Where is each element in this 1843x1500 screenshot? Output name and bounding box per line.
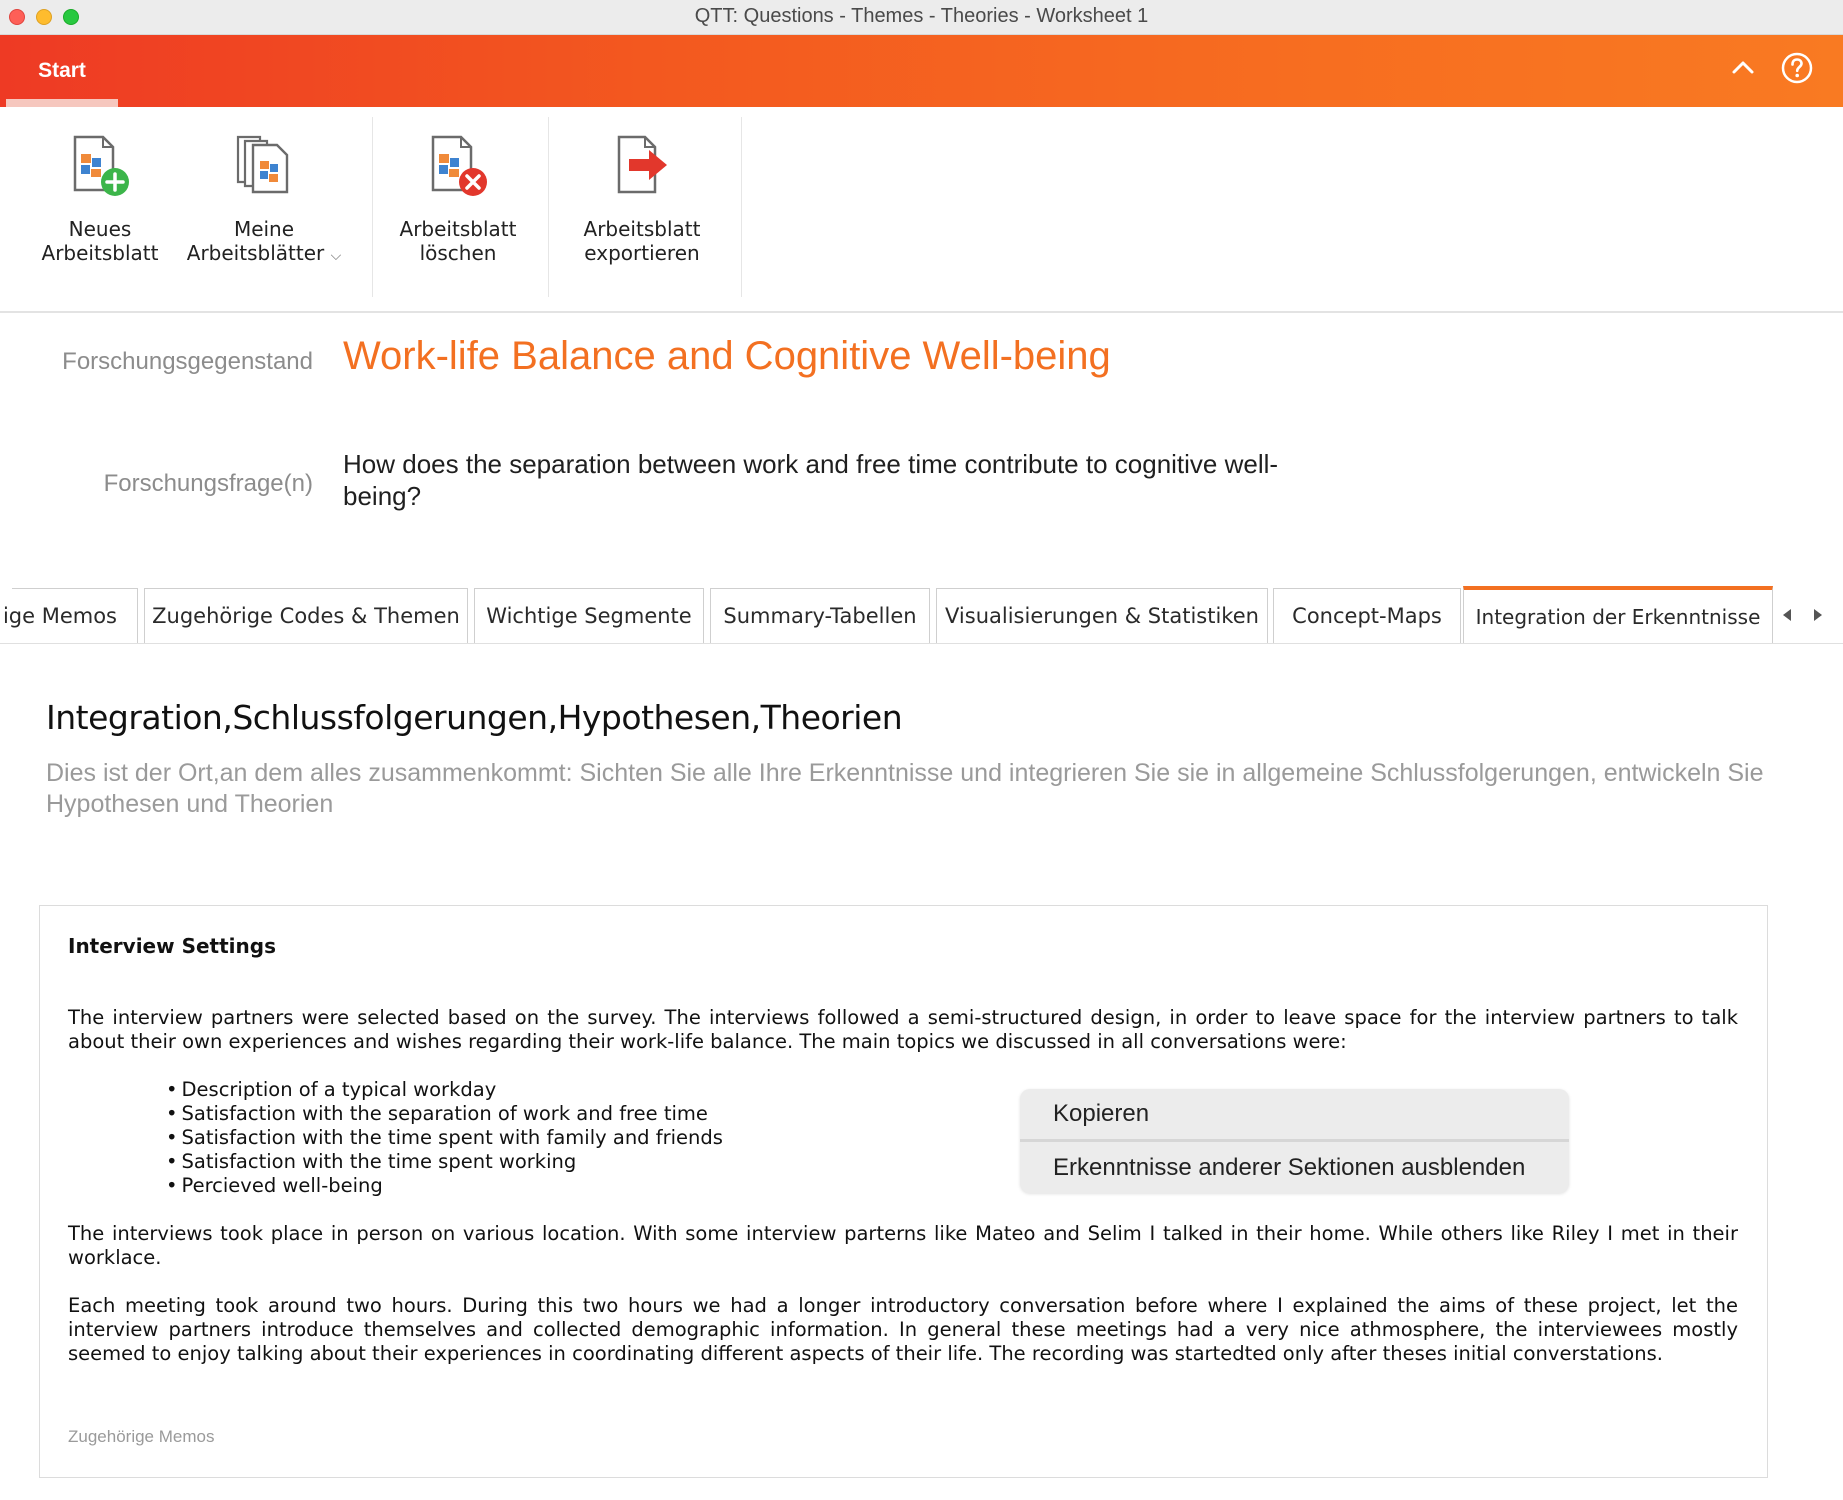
export-worksheet-label [566, 217, 718, 265]
delete-worksheet-label-line1: Arbeitsblatt [399, 217, 517, 241]
tab-important-segments[interactable] [474, 588, 704, 643]
tab-related-codes-themes[interactable] [144, 588, 468, 643]
tab-visualizations-statistics-label: Visualisierungen & Statistiken [945, 604, 1259, 628]
tab-related-memos-label: ige Memos [2, 604, 117, 628]
research-topic-label: Forschungsgegenstand [62, 348, 313, 375]
context-menu-separator [1020, 1139, 1569, 1142]
tab-scroll-right-icon[interactable] [1814, 609, 1822, 621]
ribbon-separator [741, 117, 742, 297]
research-question[interactable]: How does the separation between work and free time contribute to cognitive well-being? [343, 449, 1279, 511]
tab-scroll-arrows [1773, 600, 1833, 630]
section-tabstrip [0, 586, 1843, 644]
new-worksheet-button[interactable] [30, 107, 170, 303]
window-title: QTT: Questions - Themes - Theories - Worksheet 1 [694, 5, 1149, 27]
ribbon-header [0, 35, 1843, 107]
my-worksheets-label [184, 217, 344, 268]
window-titlebar [0, 0, 1843, 35]
delete-worksheet-button[interactable] [388, 107, 528, 303]
tab-concept-maps-label: Concept-Maps [1292, 604, 1442, 628]
new-worksheet-label-line1: Neues [68, 217, 132, 241]
tab-integration-findings[interactable] [1463, 586, 1773, 644]
memo-title: Interview Settings [68, 934, 276, 958]
my-worksheets-icon [233, 134, 295, 200]
export-worksheet-label-line1: Arbeitsblatt [583, 217, 701, 241]
list-item: • Description of a typical workday [166, 1078, 1738, 1102]
tab-summary-tables-label: Summary-Tabellen [723, 604, 917, 628]
tab-related-memos[interactable] [2, 588, 138, 643]
collapse-ribbon-icon[interactable] [1728, 53, 1758, 83]
tab-integration-findings-label: Integration der Erkenntnisse [1475, 605, 1761, 629]
memo-footer-label: Zugehörige Memos [68, 1427, 215, 1446]
my-worksheets-label-line2 [184, 241, 344, 268]
delete-worksheet-icon [427, 134, 489, 200]
research-question-label: Forschungsfrage(n) [103, 470, 313, 497]
tab-visualizations-statistics[interactable] [936, 588, 1268, 643]
my-worksheets-button[interactable] [184, 107, 344, 303]
tab-important-segments-label: Wichtige Segmente [486, 604, 692, 628]
list-item: • Percieved well-being [166, 1174, 1738, 1198]
ribbon-tab-start-label: Start [38, 59, 86, 82]
ribbon-tab-start[interactable] [6, 35, 118, 107]
research-topic[interactable]: Work-life Balance and Cognitive Well-being [343, 334, 1111, 378]
memo-paragraph: The interviews took place in person on various location. With some interview parterns like Mateo and Selim I talked in their home. While others like Riley I met in their worklace. [68, 1222, 1738, 1269]
delete-worksheet-label-line2: löschen [419, 241, 497, 265]
my-worksheets-label-text: Arbeitsblätter [186, 241, 325, 265]
tab-scroll-left-icon[interactable] [1783, 609, 1791, 621]
memo-paragraph: Each meeting took around two hours. During this two hours we had a longer introductory conversation before where I explained the aims of these project, let the interview partners introduce themselves and collected demographic information. In general these meetings had a very nice athmosphere, the interviewees mostly seemed to enjoy talking about their experiences in coordinating different aspects of their life. The recording was startedted only after theses initial converstations. [68, 1294, 1738, 1365]
list-item: • Satisfaction with the time spent with family and friends [166, 1126, 1738, 1150]
tabstrip-divider [0, 643, 1843, 644]
ribbon-toolbar [0, 107, 1843, 313]
context-menu-copy[interactable]: Kopieren [1053, 1100, 1150, 1127]
chevron-down-icon[interactable]: ⌵ [330, 248, 342, 264]
ribbon-tab-indicator [6, 99, 118, 107]
ribbon-separator [548, 117, 549, 297]
new-worksheet-icon [69, 134, 131, 200]
export-worksheet-button[interactable] [566, 107, 718, 303]
context-menu [1020, 1089, 1569, 1193]
delete-worksheet-label [388, 217, 528, 265]
ribbon-separator [372, 117, 373, 297]
new-worksheet-label [30, 217, 170, 265]
export-worksheet-label-line2: exportieren [584, 241, 700, 265]
list-item: • Satisfaction with the separation of work and free time [166, 1102, 1738, 1126]
memo-paragraph: The interview partners were selected based on the survey. The interviews followed a semi-structured design, in order to leave space for the interview partners to talk about their own experiences and wishes regarding their work-life balance. The main topics we discussed in all conversations were: [68, 1006, 1738, 1053]
new-worksheet-label-line2: Arbeitsblatt [41, 241, 159, 265]
tab-related-codes-themes-label: Zugehörige Codes & Themen [152, 604, 460, 628]
tab-concept-maps[interactable] [1273, 588, 1461, 643]
export-worksheet-icon [611, 134, 673, 200]
context-menu-hide-other-findings[interactable]: Erkenntnisse anderer Sektionen ausblenden [1053, 1154, 1526, 1181]
tab-summary-tables[interactable] [710, 588, 930, 643]
help-icon[interactable] [1780, 51, 1814, 85]
section-title: Integration,Schlussfolgerungen,Hypothesen,Theorien [46, 698, 903, 737]
section-description: Dies ist der Ort,an dem alles zusammenkommt: Sichten Sie alle Ihre Erkenntnisse und integrieren Sie sie in allgemeine Schlussfolgerungen, entwickeln Sie Hypothesen und Theorien [46, 759, 1764, 818]
my-worksheets-label-line1: Meine [233, 217, 295, 241]
list-item: • Satisfaction with the time spent working [166, 1150, 1738, 1174]
